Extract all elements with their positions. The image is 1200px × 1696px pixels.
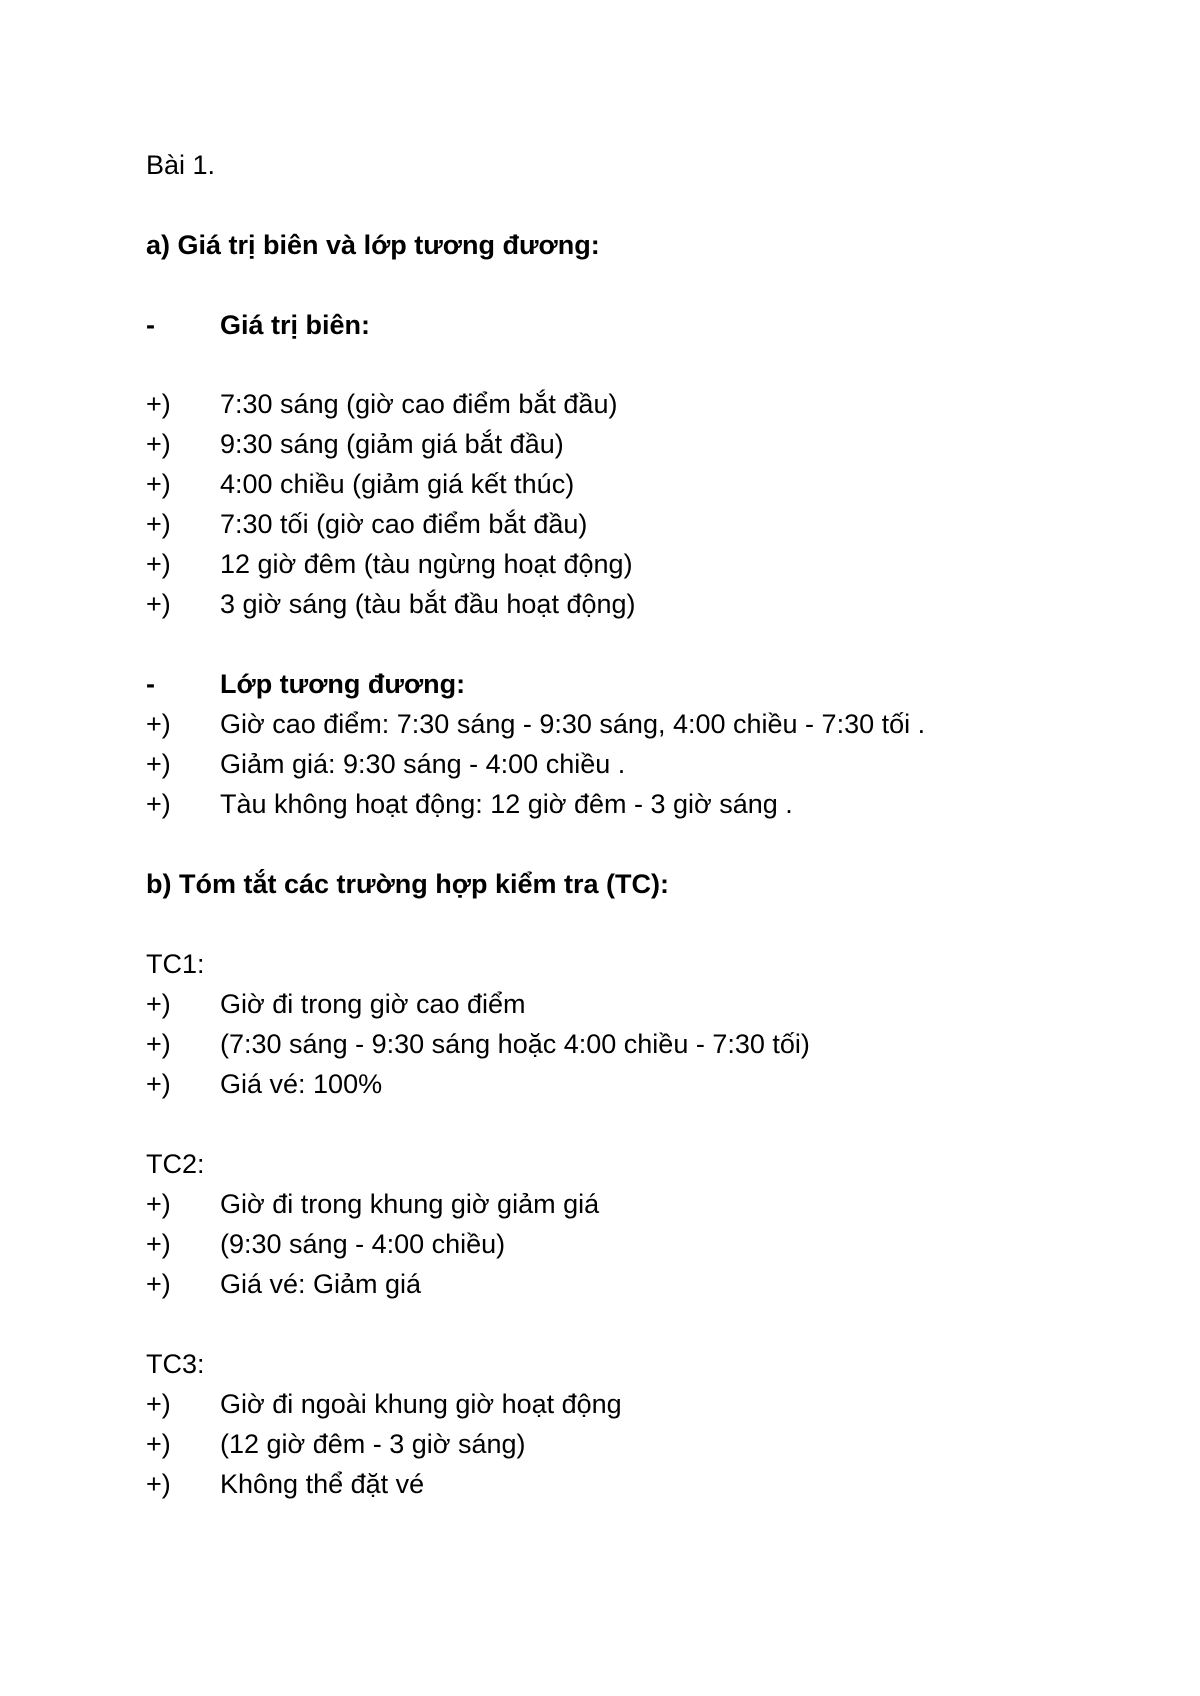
list-item: [146, 1064, 382, 1104]
list-item-text: Giảm giá: 9:30 sáng - 4:00 chiều .: [220, 749, 626, 779]
list-item-text: Giá vé: 100%: [220, 1069, 383, 1099]
list-marker: +): [146, 469, 171, 499]
list-marker: +): [146, 429, 171, 459]
list-item-text: 12 giờ đêm (tàu ngừng hoạt động): [220, 549, 633, 579]
list-marker: +): [146, 1429, 171, 1459]
list-item-text: (12 giờ đêm - 3 giờ sáng): [220, 1429, 526, 1459]
boundary-values-heading: [146, 305, 370, 345]
dash-marker: -: [146, 669, 155, 699]
list-marker: +): [146, 1389, 171, 1419]
section-b-heading: b) Tóm tắt các trường hợp kiểm tra (TC):: [146, 869, 669, 899]
list-item: [146, 584, 636, 624]
list-marker: +): [146, 749, 171, 779]
dash-marker: -: [146, 310, 155, 340]
list-item: [146, 984, 526, 1024]
list-item: [146, 384, 617, 424]
list-item-text: (7:30 sáng - 9:30 sáng hoặc 4:00 chiều - 7:30 tối): [220, 1029, 810, 1059]
list-item-text: Giá vé: Giảm giá: [220, 1269, 422, 1299]
list-item-text: 3 giờ sáng (tàu bắt đầu hoạt động): [220, 589, 636, 619]
list-item: [146, 1264, 421, 1304]
list-marker: +): [146, 1469, 171, 1499]
list-marker: +): [146, 1069, 171, 1099]
list-item-text: Không thể đặt vé: [220, 1469, 425, 1499]
list-marker: +): [146, 1229, 171, 1259]
list-marker: +): [146, 549, 171, 579]
list-item-text: Giờ đi trong giờ cao điểm: [220, 989, 526, 1019]
list-item: [146, 464, 574, 504]
list-item: [146, 1384, 622, 1424]
list-marker: +): [146, 389, 171, 419]
list-item-text: 7:30 sáng (giờ cao điểm bắt đầu): [220, 389, 618, 419]
list-item-text: Tàu không hoạt động: 12 giờ đêm - 3 giờ sáng .: [220, 789, 793, 819]
list-marker: +): [146, 1029, 171, 1059]
list-item: [146, 1184, 599, 1224]
list-item: [146, 1224, 505, 1264]
section-a-heading: a) Giá trị biên và lớp tương đương:: [146, 230, 600, 260]
list-item-text: 7:30 tối (giờ cao điểm bắt đầu): [220, 509, 588, 539]
equivalence-classes-heading: [146, 664, 465, 704]
list-item-text: 4:00 chiều (giảm giá kết thúc): [220, 469, 575, 499]
list-item-text: Giờ đi ngoài khung giờ hoạt động: [220, 1389, 622, 1419]
list-item-text: 9:30 sáng (giảm giá bắt đầu): [220, 429, 564, 459]
list-item: [146, 1024, 810, 1064]
list-item: [146, 744, 625, 784]
list-item: [146, 704, 925, 744]
list-marker: +): [146, 1269, 171, 1299]
list-item-text: Giờ cao điểm: 7:30 sáng - 9:30 sáng, 4:00 chiều - 7:30 tối .: [220, 709, 926, 739]
list-marker: +): [146, 509, 171, 539]
list-item-text: (9:30 sáng - 4:00 chiều): [220, 1229, 506, 1259]
test-case-label: TC3:: [146, 1349, 205, 1379]
boundary-values-label: Giá trị biên:: [220, 310, 371, 340]
list-item: [146, 504, 587, 544]
list-marker: +): [146, 989, 171, 1019]
list-item-text: Giờ đi trong khung giờ giảm giá: [220, 1189, 600, 1219]
list-marker: +): [146, 589, 171, 619]
list-marker: +): [146, 789, 171, 819]
list-item: [146, 1464, 424, 1504]
list-item: [146, 424, 564, 464]
list-marker: +): [146, 1189, 171, 1219]
list-marker: +): [146, 709, 171, 739]
equivalence-classes-label: Lớp tương đương:: [220, 669, 466, 699]
list-item: [146, 1424, 526, 1464]
document-title: Bài 1.: [146, 150, 216, 180]
list-item: [146, 544, 633, 584]
test-case-label: TC2:: [146, 1149, 205, 1179]
list-item: [146, 784, 793, 824]
test-case-label: TC1:: [146, 949, 205, 979]
